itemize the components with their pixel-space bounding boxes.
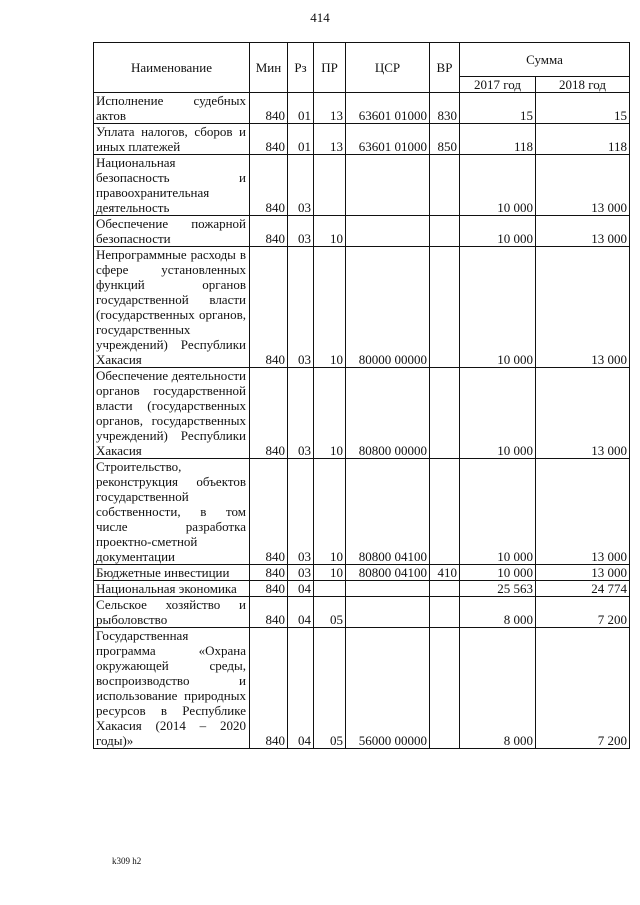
cell-amount-2017: 8 000 xyxy=(460,597,536,628)
cell-name: Уплата налогов, сборов и иных платежей xyxy=(94,124,250,155)
cell-csr: 63601 01000 xyxy=(346,93,430,124)
cell-amount-2018: 13 000 xyxy=(536,155,630,216)
cell-amount-2018: 15 xyxy=(536,93,630,124)
cell-vr xyxy=(430,368,460,459)
header-rz: Рз xyxy=(288,43,314,93)
budget-table xyxy=(93,42,630,749)
cell-csr xyxy=(346,155,430,216)
cell-pr: 05 xyxy=(314,597,346,628)
table-row xyxy=(94,597,630,628)
header-year-2017: 2017 год xyxy=(460,77,536,93)
cell-rz: 04 xyxy=(288,581,314,597)
cell-min: 840 xyxy=(250,628,288,749)
cell-pr: 10 xyxy=(314,368,346,459)
page-number: 414 xyxy=(310,10,330,25)
cell-pr: 10 xyxy=(314,247,346,368)
cell-min: 840 xyxy=(250,216,288,247)
cell-vr xyxy=(430,597,460,628)
cell-min: 840 xyxy=(250,597,288,628)
table-row xyxy=(94,368,630,459)
cell-vr xyxy=(430,459,460,565)
header-pr: ПР xyxy=(314,43,346,93)
cell-pr: 13 xyxy=(314,124,346,155)
cell-amount-2018: 24 774 xyxy=(536,581,630,597)
table-row xyxy=(94,216,630,247)
cell-pr: 05 xyxy=(314,628,346,749)
cell-amount-2018: 13 000 xyxy=(536,368,630,459)
footer-code: k309 h2 xyxy=(112,856,142,866)
cell-vr: 410 xyxy=(430,565,460,581)
cell-name: Обеспечение деятельности органов государственной власти (государственных органов, государственных учреждений) Республики Хакасия xyxy=(94,368,250,459)
cell-amount-2017: 10 000 xyxy=(460,247,536,368)
cell-min: 840 xyxy=(250,368,288,459)
cell-name: Государственная программа «Охрана окружающей среды, воспроизводство и использование природных ресурсов в Республике Хакасия (2014 – 2020 годы)» xyxy=(94,628,250,749)
cell-rz: 01 xyxy=(288,124,314,155)
cell-csr: 56000 00000 xyxy=(346,628,430,749)
cell-min: 840 xyxy=(250,247,288,368)
cell-min: 840 xyxy=(250,155,288,216)
header-sum: Сумма xyxy=(460,43,630,77)
cell-amount-2017: 10 000 xyxy=(460,155,536,216)
cell-amount-2018: 7 200 xyxy=(536,597,630,628)
cell-name: Строительство, реконструкция объектов государственной собственности, в том числе разработка проектно-сметной документации xyxy=(94,459,250,565)
cell-amount-2017: 10 000 xyxy=(460,216,536,247)
cell-amount-2018: 13 000 xyxy=(536,459,630,565)
cell-name: Обеспечение пожарной безопасности xyxy=(94,216,250,247)
cell-pr xyxy=(314,155,346,216)
cell-amount-2017: 15 xyxy=(460,93,536,124)
cell-rz: 03 xyxy=(288,155,314,216)
cell-min: 840 xyxy=(250,124,288,155)
cell-name: Сельское хозяйство и рыболовство xyxy=(94,597,250,628)
cell-csr xyxy=(346,581,430,597)
table-row xyxy=(94,124,630,155)
cell-rz: 04 xyxy=(288,597,314,628)
table-body xyxy=(94,93,630,749)
cell-min: 840 xyxy=(250,93,288,124)
cell-amount-2017: 25 563 xyxy=(460,581,536,597)
cell-csr xyxy=(346,216,430,247)
cell-min: 840 xyxy=(250,581,288,597)
header-row xyxy=(94,43,630,77)
cell-pr: 10 xyxy=(314,459,346,565)
cell-pr xyxy=(314,581,346,597)
header-min: Мин xyxy=(250,43,288,93)
table-row xyxy=(94,581,630,597)
cell-amount-2018: 13 000 xyxy=(536,565,630,581)
cell-rz: 03 xyxy=(288,565,314,581)
cell-vr xyxy=(430,155,460,216)
cell-vr: 850 xyxy=(430,124,460,155)
cell-csr: 63601 01000 xyxy=(346,124,430,155)
header-vr: ВР xyxy=(430,43,460,93)
cell-amount-2017: 10 000 xyxy=(460,459,536,565)
cell-vr xyxy=(430,628,460,749)
cell-vr: 830 xyxy=(430,93,460,124)
cell-name: Национальная экономика xyxy=(94,581,250,597)
cell-min: 840 xyxy=(250,459,288,565)
table-row xyxy=(94,247,630,368)
table-row xyxy=(94,565,630,581)
cell-amount-2017: 8 000 xyxy=(460,628,536,749)
cell-vr xyxy=(430,216,460,247)
cell-name: Исполнение судебных актов xyxy=(94,93,250,124)
cell-amount-2018: 13 000 xyxy=(536,247,630,368)
cell-pr: 10 xyxy=(314,216,346,247)
cell-pr: 10 xyxy=(314,565,346,581)
cell-rz: 03 xyxy=(288,459,314,565)
cell-amount-2018: 7 200 xyxy=(536,628,630,749)
cell-csr: 80800 04100 xyxy=(346,459,430,565)
cell-rz: 04 xyxy=(288,628,314,749)
cell-rz: 03 xyxy=(288,216,314,247)
cell-rz: 03 xyxy=(288,247,314,368)
cell-csr: 80800 00000 xyxy=(346,368,430,459)
cell-amount-2017: 10 000 xyxy=(460,368,536,459)
cell-pr: 13 xyxy=(314,93,346,124)
cell-amount-2017: 118 xyxy=(460,124,536,155)
header-year-2018: 2018 год xyxy=(536,77,630,93)
cell-rz: 03 xyxy=(288,368,314,459)
cell-csr xyxy=(346,597,430,628)
cell-name: Национальная безопасность и правоохранительная деятельность xyxy=(94,155,250,216)
cell-csr: 80000 00000 xyxy=(346,247,430,368)
cell-amount-2017: 10 000 xyxy=(460,565,536,581)
cell-vr xyxy=(430,581,460,597)
cell-csr: 80800 04100 xyxy=(346,565,430,581)
cell-name: Непрограммные расходы в сфере установленных функций органов государственной власти (государственных органов, государственных учреждений) Республики Хакасия xyxy=(94,247,250,368)
table-row xyxy=(94,459,630,565)
cell-vr xyxy=(430,247,460,368)
table-row xyxy=(94,93,630,124)
cell-rz: 01 xyxy=(288,93,314,124)
cell-amount-2018: 118 xyxy=(536,124,630,155)
table-row xyxy=(94,155,630,216)
cell-name: Бюджетные инвестиции xyxy=(94,565,250,581)
table-row xyxy=(94,628,630,749)
cell-amount-2018: 13 000 xyxy=(536,216,630,247)
cell-min: 840 xyxy=(250,565,288,581)
header-csr: ЦСР xyxy=(346,43,430,93)
header-name: Наименование xyxy=(94,43,250,93)
